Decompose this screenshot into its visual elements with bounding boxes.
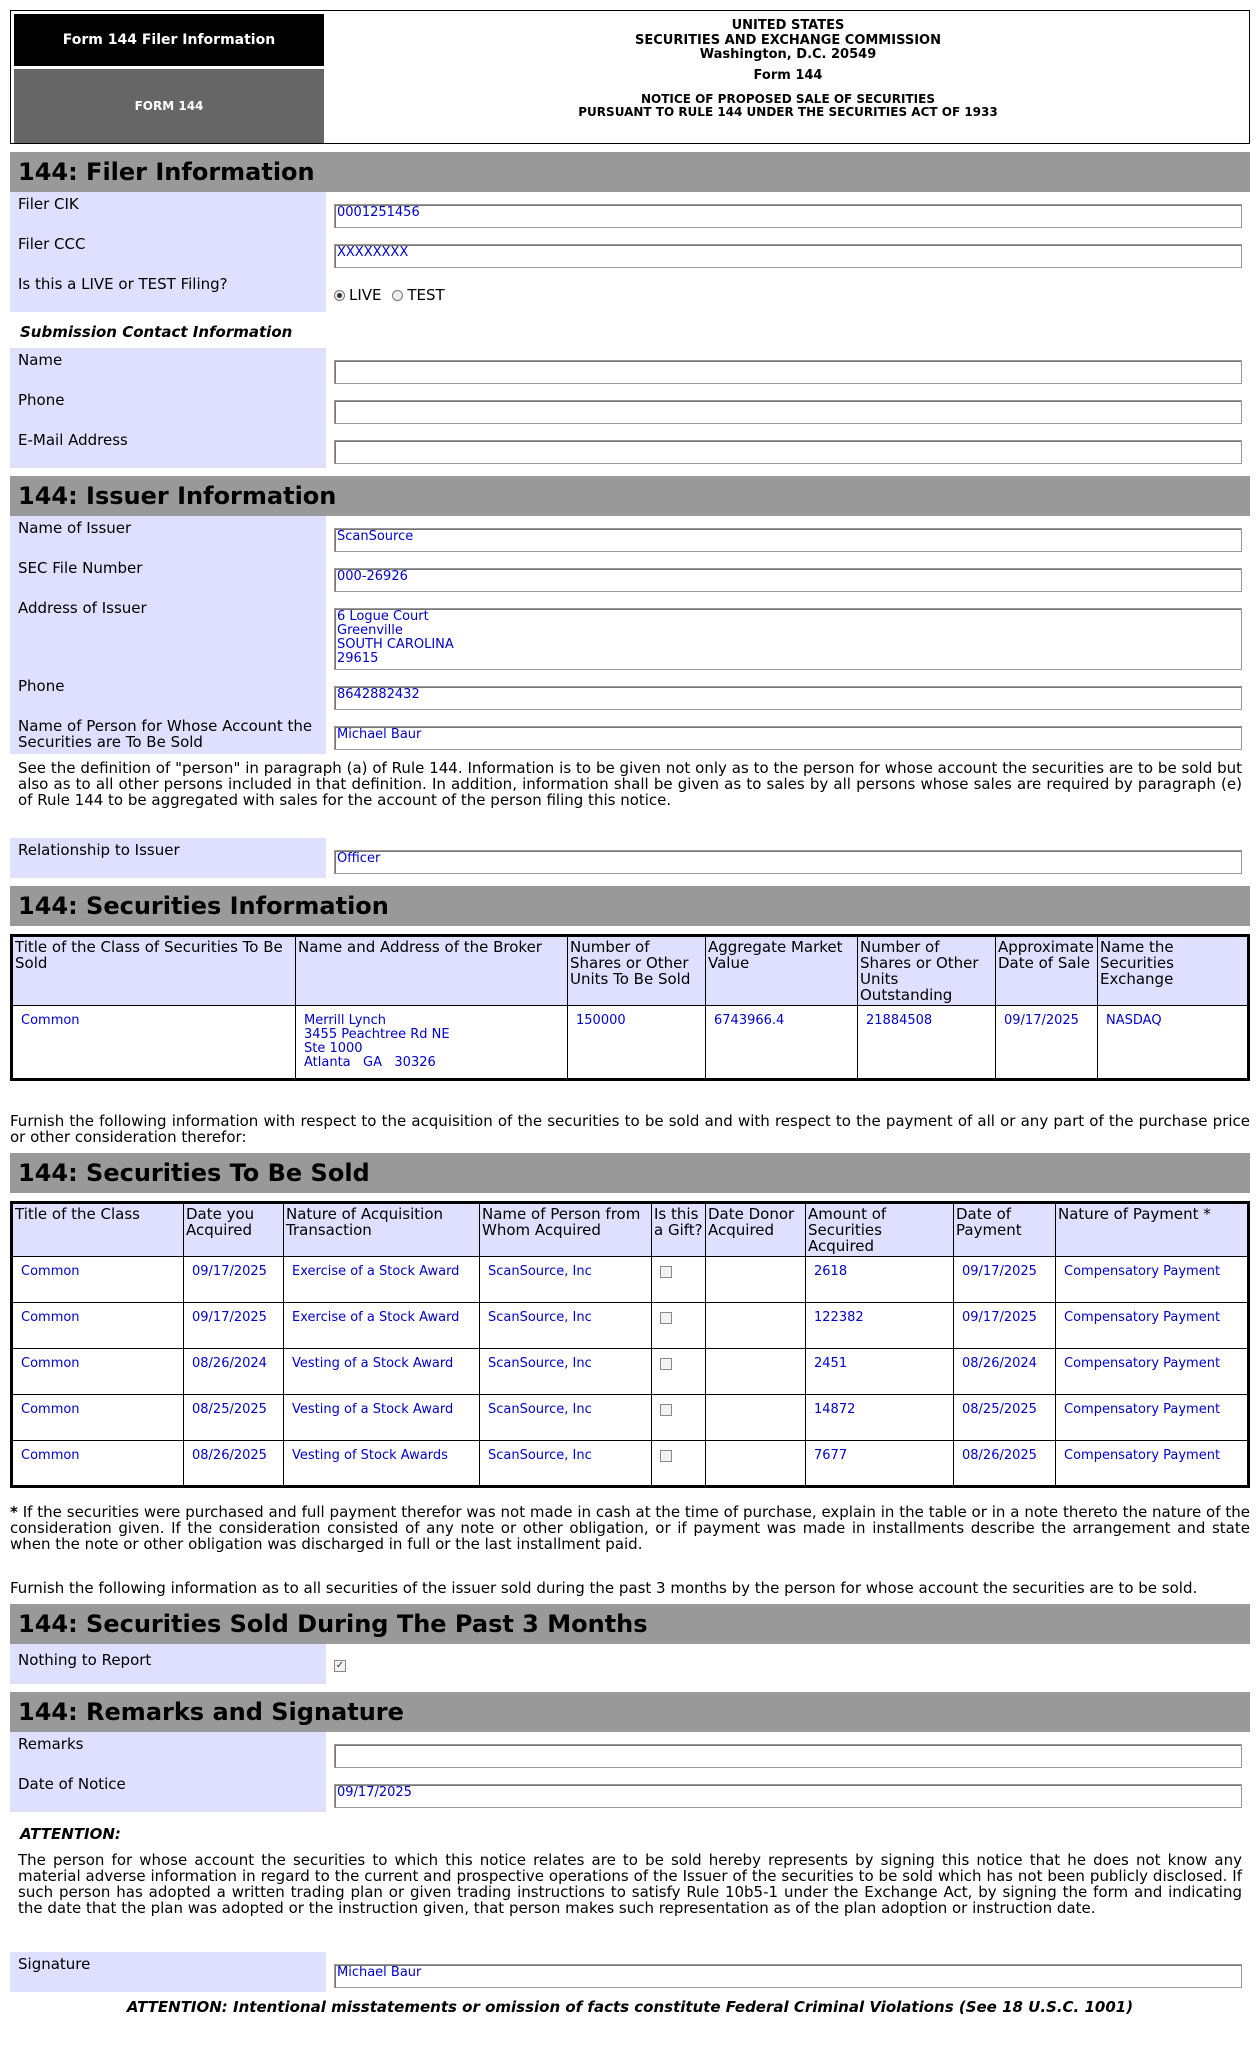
address-line-4: 29615 xyxy=(337,651,379,666)
issuer-name-field[interactable]: ScanSource xyxy=(334,528,1242,552)
section-securities-to-be-sold: 144: Securities To Be Sold xyxy=(10,1153,1250,1193)
col-donor-date: Date Donor Acquired xyxy=(706,1203,806,1257)
col-exchange: Name the Securities Exchange xyxy=(1098,936,1249,1006)
cell-payment-nature: Compensatory Payment xyxy=(1056,1441,1249,1487)
nothing-to-report-checkbox[interactable]: ✓ xyxy=(335,1659,345,1671)
tab-filer-information[interactable]: Form 144 Filer Information xyxy=(14,14,324,66)
nothing-to-report-label: Nothing to Report xyxy=(10,1644,326,1684)
contact-phone-label: Phone xyxy=(10,388,326,428)
issuer-address-label: Address of Issuer xyxy=(10,596,326,674)
table-row xyxy=(12,1257,1249,1303)
cell-amount: 122382 xyxy=(806,1303,954,1349)
live-test-label: Is this a LIVE or TEST Filing? xyxy=(10,272,326,312)
address-line-2: Greenville xyxy=(337,623,403,638)
payment-footnote xyxy=(10,1488,1250,1580)
gift-checkbox[interactable] xyxy=(660,1266,672,1278)
remarks-field[interactable] xyxy=(334,1744,1242,1768)
cell-from: ScanSource, Inc xyxy=(480,1395,652,1441)
cell-payment-date: 09/17/2025 xyxy=(954,1257,1056,1303)
sec-file-number-field[interactable]: 000-26926 xyxy=(334,568,1242,592)
contact-name-field[interactable] xyxy=(334,360,1242,384)
relationship-field[interactable]: Officer xyxy=(334,850,1242,874)
table-row xyxy=(12,1441,1249,1487)
contact-email-field[interactable] xyxy=(334,440,1242,464)
filer-cik-label: Filer CIK xyxy=(10,192,326,232)
row-live-test xyxy=(10,272,1250,312)
table-row xyxy=(12,1303,1249,1349)
row-seller-name xyxy=(10,714,1250,754)
past-sales-furnish-note: Furnish the following information as to all securities of the issuer sold during the past 3 months by the person for whose account the securities are to be sold. xyxy=(10,1579,1198,1597)
cell-shares: 150000 xyxy=(568,1006,706,1080)
form-header xyxy=(10,10,1250,144)
date-of-notice-field[interactable]: 09/17/2025 xyxy=(334,1784,1242,1808)
notice-line-2: PURSUANT TO RULE 144 UNDER THE SECURITIES ACT OF 1933 xyxy=(578,105,998,119)
gift-checkbox[interactable] xyxy=(660,1450,672,1462)
col-shares-to-sell: Number of Shares or Other Units To Be Sold xyxy=(568,936,706,1006)
col-title-of-class: Title of the Class xyxy=(12,1203,184,1257)
sec-file-number-label: SEC File Number xyxy=(10,556,326,596)
row-contact-name xyxy=(10,348,1250,388)
form-144-page xyxy=(10,10,1250,2016)
agency-line-3: Washington, D.C. 20549 xyxy=(699,47,877,62)
col-market-value: Aggregate Market Value xyxy=(706,936,858,1006)
footnote-text: If the securities were purchased and full payment therefor was not made in cash at the time of purchase, explain in the table or in a note thereto the nature of the consideration given. If the consideration consisted of any note or other obligation, or if payment was made in installments describe the arrangement and state when the note or other obligation was discharged in full or the last installment paid. xyxy=(10,1503,1250,1553)
contact-name-label: Name xyxy=(10,348,326,388)
filer-cik-field[interactable]: 0001251456 xyxy=(334,204,1242,228)
cell-nature: Exercise of a Stock Award xyxy=(284,1303,480,1349)
table-row xyxy=(12,1395,1249,1441)
cell-amount: 2451 xyxy=(806,1349,954,1395)
cell-date-acquired: 08/26/2025 xyxy=(184,1441,284,1487)
cell-from: ScanSource, Inc xyxy=(480,1349,652,1395)
cell-payment-date: 09/17/2025 xyxy=(954,1303,1056,1349)
gift-checkbox[interactable] xyxy=(660,1358,672,1370)
agency-line-1: UNITED STATES xyxy=(731,18,845,33)
cell-nature: Vesting of Stock Awards xyxy=(284,1441,480,1487)
cell-title: Common xyxy=(12,1349,184,1395)
broker-line-2: 3455 Peachtree Rd NE xyxy=(304,1027,450,1042)
contact-email-label: E-Mail Address xyxy=(10,428,326,468)
notice-line-1: NOTICE OF PROPOSED SALE OF SECURITIES xyxy=(641,92,935,106)
notice-title xyxy=(327,93,1249,119)
cell-gift xyxy=(652,1395,706,1441)
cell-nature: Vesting of a Stock Award xyxy=(284,1349,480,1395)
cell-donor-date xyxy=(706,1395,806,1441)
address-line-3: SOUTH CAROLINA xyxy=(337,637,454,652)
broker-line-4: Atlanta GA 30326 xyxy=(304,1055,436,1070)
col-is-gift: Is this a Gift? xyxy=(652,1203,706,1257)
cell-payment-date: 08/25/2025 xyxy=(954,1395,1056,1441)
col-date-of-sale: Approximate Date of Sale xyxy=(996,936,1098,1006)
cell-payment-date: 08/26/2025 xyxy=(954,1441,1056,1487)
section-securities-information: 144: Securities Information xyxy=(10,886,1250,926)
section-issuer-information: 144: Issuer Information xyxy=(10,476,1250,516)
securities-to-be-sold-table xyxy=(10,1201,1250,1488)
issuer-name-label: Name of Issuer xyxy=(10,516,326,556)
test-radio[interactable] xyxy=(392,290,403,301)
address-line-1: 6 Logue Court xyxy=(337,609,429,624)
relationship-label: Relationship to Issuer xyxy=(10,838,326,878)
cell-outstanding: 21884508 xyxy=(858,1006,996,1080)
col-payment-nature: Nature of Payment * xyxy=(1056,1203,1249,1257)
cell-date-acquired: 09/17/2025 xyxy=(184,1257,284,1303)
col-outstanding: Number of Shares or Other Units Outstanding xyxy=(858,936,996,1006)
col-date-acquired: Date you Acquired xyxy=(184,1203,284,1257)
contact-info-heading: Submission Contact Information xyxy=(20,323,293,341)
agency-line-2: SECURITIES AND EXCHANGE COMMISSION xyxy=(634,32,941,48)
cell-market-value: 6743966.4 xyxy=(706,1006,858,1080)
date-of-notice-label: Date of Notice xyxy=(10,1772,326,1812)
tab-form-144[interactable]: FORM 144 xyxy=(14,69,324,143)
gift-checkbox[interactable] xyxy=(660,1312,672,1324)
row-issuer-address xyxy=(10,596,1250,674)
cell-nature: Exercise of a Stock Award xyxy=(284,1257,480,1303)
section-filer-information: 144: Filer Information xyxy=(10,152,1250,192)
row-issuer-name xyxy=(10,516,1250,556)
live-option-label: LIVE xyxy=(349,286,382,304)
cell-from: ScanSource, Inc xyxy=(480,1441,652,1487)
table-header-row xyxy=(12,1203,1249,1257)
cell-gift xyxy=(652,1303,706,1349)
cell-title: Common xyxy=(12,1395,184,1441)
table-header-row xyxy=(12,936,1249,1006)
cell-nature: Vesting of a Stock Award xyxy=(284,1395,480,1441)
row-remarks xyxy=(10,1732,1250,1772)
row-filer-cik xyxy=(10,192,1250,232)
footnote-mark: * xyxy=(10,1503,18,1521)
filer-ccc-label: Filer CCC xyxy=(10,232,326,272)
criminal-violations-warning: ATTENTION: Intentional misstatements or omission of facts constitute Federal Criminal Violations (See 18 U.S.C. 1001) xyxy=(126,1998,1134,2016)
seller-name-label: Name of Person for Whose Account the Securities are To Be Sold xyxy=(10,714,326,754)
col-broker: Name and Address of the Broker xyxy=(296,936,568,1006)
row-signature xyxy=(10,1952,1250,1992)
gift-checkbox[interactable] xyxy=(660,1404,672,1416)
cell-from: ScanSource, Inc xyxy=(480,1257,652,1303)
row-relationship xyxy=(10,838,1250,878)
col-nature-of-acquisition: Nature of Acquisition Transaction xyxy=(284,1203,480,1257)
row-issuer-phone xyxy=(10,674,1250,714)
cell-amount: 2618 xyxy=(806,1257,954,1303)
row-date-of-notice xyxy=(10,1772,1250,1812)
person-definition-note: See the definition of "person" in paragraph (a) of Rule 144. Information is to be given not only as to the person for whose account the securities are to be sold but also as to all other persons included in that definition. In addition, information shall be given as to sales by all persons whose sales are required by paragraph (e) of Rule 144 to be aggregated with sales for the account of the person filing this notice. xyxy=(18,759,1242,809)
col-payment-date: Date of Payment xyxy=(954,1203,1056,1257)
cell-gift xyxy=(652,1441,706,1487)
cell-title: Common xyxy=(12,1303,184,1349)
live-radio[interactable] xyxy=(334,290,345,301)
row-filer-ccc xyxy=(10,232,1250,272)
row-nothing-to-report xyxy=(10,1644,1250,1684)
cell-payment-nature: Compensatory Payment xyxy=(1056,1395,1249,1441)
cell-donor-date xyxy=(706,1441,806,1487)
broker-line-1: Merrill Lynch xyxy=(304,1013,387,1028)
issuer-phone-label: Phone xyxy=(10,674,326,714)
cell-payment-date: 08/26/2024 xyxy=(954,1349,1056,1395)
cell-donor-date xyxy=(706,1303,806,1349)
filer-ccc-field[interactable]: XXXXXXXX xyxy=(334,244,1242,268)
broker-line-3: Ste 1000 xyxy=(304,1041,363,1056)
cell-exchange: NASDAQ xyxy=(1098,1006,1249,1080)
table-row xyxy=(12,1349,1249,1395)
cell-gift xyxy=(652,1257,706,1303)
row-contact-email xyxy=(10,428,1250,468)
cell-amount: 14872 xyxy=(806,1395,954,1441)
cell-payment-nature: Compensatory Payment xyxy=(1056,1349,1249,1395)
cell-title: Common xyxy=(12,1006,296,1080)
securities-information-table xyxy=(10,934,1250,1081)
cell-donor-date xyxy=(706,1349,806,1395)
col-amount: Amount of Securities Acquired xyxy=(806,1203,954,1257)
cell-payment-nature: Compensatory Payment xyxy=(1056,1257,1249,1303)
attention-text: The person for whose account the securities to which this notice relates are to be sold hereby represents by signing this notice that he does not know any material adverse information in regard to the current and prospective operations of the Issuer of the securities to be sold which has not been publicly disclosed. If such person has adopted a written trading plan or given trading instructions to satisfy Rule 10b5-1 under the Exchange Act, by signing the form and indicating the date that the plan was adopted or the instruction given, that person makes such representation as of the plan adoption or instruction date. xyxy=(18,1851,1242,1917)
col-acquired-from: Name of Person from Whom Acquired xyxy=(480,1203,652,1257)
test-option-label: TEST xyxy=(407,286,445,304)
remarks-label: Remarks xyxy=(10,1732,326,1772)
issuer-address-field[interactable] xyxy=(334,608,1242,670)
attention-heading: ATTENTION: xyxy=(20,1825,121,1843)
seller-name-field[interactable]: Michael Baur xyxy=(334,726,1242,750)
acquisition-furnish-note: Furnish the following information with respect to the acquisition of the securities to be sold and with respect to the payment of all or any part of the purchase price or other consideration therefor: xyxy=(10,1112,1250,1146)
cell-gift xyxy=(652,1349,706,1395)
row-sec-file-number xyxy=(10,556,1250,596)
row-contact-phone xyxy=(10,388,1250,428)
cell-date-acquired: 08/26/2024 xyxy=(184,1349,284,1395)
cell-payment-nature: Compensatory Payment xyxy=(1056,1303,1249,1349)
contact-phone-field[interactable] xyxy=(334,400,1242,424)
cell-date: 09/17/2025 xyxy=(996,1006,1098,1080)
cell-title: Common xyxy=(12,1441,184,1487)
table-row xyxy=(12,1006,1249,1080)
cell-donor-date xyxy=(706,1257,806,1303)
agency-heading xyxy=(327,19,1249,119)
cell-date-acquired: 08/25/2025 xyxy=(184,1395,284,1441)
cell-amount: 7677 xyxy=(806,1441,954,1487)
section-securities-sold-past-3-months: 144: Securities Sold During The Past 3 Months xyxy=(10,1604,1250,1644)
cell-broker xyxy=(296,1006,568,1080)
cell-from: ScanSource, Inc xyxy=(480,1303,652,1349)
section-remarks-and-signature: 144: Remarks and Signature xyxy=(10,1692,1250,1732)
col-title-of-class: Title of the Class of Securities To Be Sold xyxy=(12,936,296,1006)
issuer-phone-field[interactable]: 8642882432 xyxy=(334,686,1242,710)
cell-date-acquired: 09/17/2025 xyxy=(184,1303,284,1349)
form-name: Form 144 xyxy=(753,67,823,83)
signature-field[interactable]: Michael Baur xyxy=(334,1964,1242,1988)
signature-label: Signature xyxy=(10,1952,326,1992)
cell-title: Common xyxy=(12,1257,184,1303)
